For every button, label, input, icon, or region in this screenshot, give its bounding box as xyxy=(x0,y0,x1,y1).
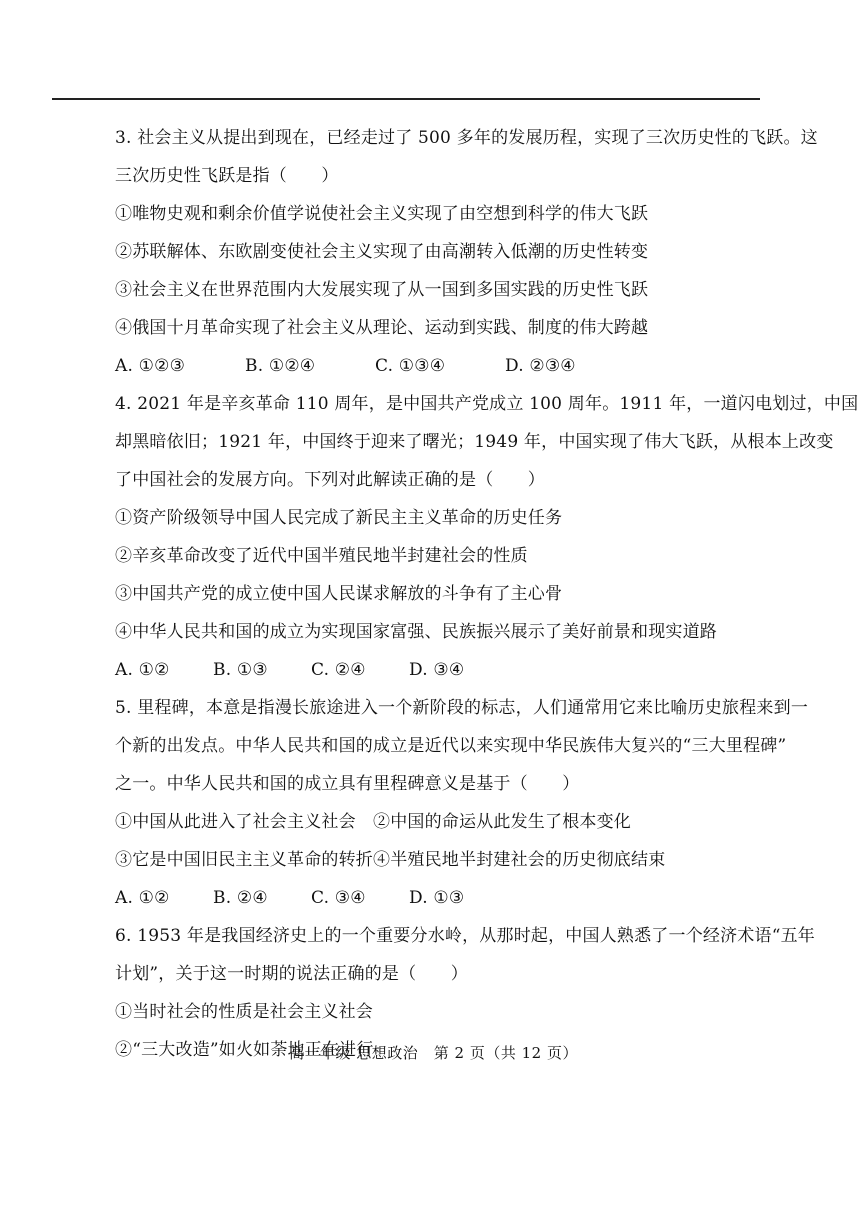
question-6-stem-line-1: 6. 1953 年是我国经济史上的一个重要分水岭，从那时起，中国人熟悉了一个经济术语“五年 xyxy=(115,926,815,946)
option-b: B. ①③ xyxy=(213,660,268,680)
questions-area xyxy=(115,126,859,1076)
option-c: C. ③④ xyxy=(311,888,366,908)
question-6-stem-line-2: 计划”，关于这一时期的说法正确的是（ ） xyxy=(115,964,468,984)
question-5-stem-line-2: 个新的出发点。中华人民共和国的成立是近代以来实现中华民族伟大复兴的“三大里程碑” xyxy=(115,736,787,756)
question-5-item-3: ③它是中国旧民主主义革命的转折 xyxy=(115,850,373,870)
question-4 xyxy=(115,392,859,683)
question-5-stem-line-1: 5. 里程碑，本意是指漫长旅途进入一个新阶段的标志，人们通常用它来比喻历史旅程来到一 xyxy=(115,698,809,718)
question-3-stem-line-1: 3. 社会主义从提出到现在，已经走过了 500 多年的发展历程，实现了三次历史性的飞跃。这 xyxy=(115,128,818,148)
question-5 xyxy=(115,696,809,911)
question-3-item-4: ④俄国十月革命实现了社会主义从理论、运动到实践、制度的伟大跨越 xyxy=(115,318,649,338)
question-5-item-2: ②中国的命运从此发生了根本变化 xyxy=(373,812,631,832)
question-5-options xyxy=(115,886,765,911)
option-a: A. ①②③ xyxy=(115,356,186,376)
option-a: A. ①② xyxy=(115,888,170,908)
question-5-stem-line-3: 之一。中华人民共和国的成立具有里程碑意义是基于（ ） xyxy=(115,774,580,794)
page-footer: 高一年级 思想政治 第 2 页（共 12 页） xyxy=(289,1044,578,1062)
question-5-item-1: ①中国从此进入了社会主义社会 xyxy=(115,812,356,832)
question-5-items-row-1 xyxy=(115,810,765,835)
question-3-item-2: ②苏联解体、东欧剧变使社会主义实现了由高潮转入低潮的历史性转变 xyxy=(115,242,649,262)
question-3-options xyxy=(115,354,765,379)
question-4-stem-line-1: 4. 2021 年是辛亥革命 110 周年，是中国共产党成立 100 周年。1911 年，一道闪电划过，中国 xyxy=(115,394,859,414)
header-rule xyxy=(52,98,760,100)
question-5-item-4: ④半殖民地半封建社会的历史彻底结束 xyxy=(373,850,666,870)
option-b: B. ②④ xyxy=(213,888,268,908)
question-3-item-1: ①唯物史观和剩余价值学说使社会主义实现了由空想到科学的伟大飞跃 xyxy=(115,204,649,224)
question-4-item-1: ①资产阶级领导中国人民完成了新民主主义革命的历史任务 xyxy=(115,508,563,528)
option-c: C. ②④ xyxy=(311,660,366,680)
question-4-stem-line-2: 却黑暗依旧；1921 年，中国终于迎来了曙光；1949 年，中国实现了伟大飞跃，从根本上改变 xyxy=(115,432,834,452)
question-4-options xyxy=(115,658,765,683)
option-c: C. ①③④ xyxy=(375,356,446,376)
option-d: D. ③④ xyxy=(409,660,465,680)
option-b: B. ①②④ xyxy=(245,356,316,376)
question-5-items-row-2 xyxy=(115,848,765,873)
question-6-item-1: ①当时社会的性质是社会主义社会 xyxy=(115,1002,373,1022)
option-d: D. ①③ xyxy=(409,888,465,908)
question-4-item-2: ②辛亥革命改变了近代中国半殖民地半封建社会的性质 xyxy=(115,546,528,566)
question-4-item-3: ③中国共产党的成立使中国人民谋求解放的斗争有了主心骨 xyxy=(115,584,563,604)
option-d: D. ②③④ xyxy=(505,356,576,376)
question-3 xyxy=(115,126,818,379)
option-a: A. ①② xyxy=(115,660,170,680)
question-4-stem-line-3: 了中国社会的发展方向。下列对此解读正确的是（ ） xyxy=(115,470,545,490)
question-3-item-3: ③社会主义在世界范围内大发展实现了从一国到多国实践的历史性飞跃 xyxy=(115,280,649,300)
question-3-stem-line-2: 三次历史性飞跃是指（ ） xyxy=(115,166,339,186)
question-4-item-4: ④中华人民共和国的成立为实现国家富强、民族振兴展示了美好前景和现实道路 xyxy=(115,622,717,642)
question-6-item-2: ②“三大改造”如火如荼地正在进行 xyxy=(115,1040,374,1060)
